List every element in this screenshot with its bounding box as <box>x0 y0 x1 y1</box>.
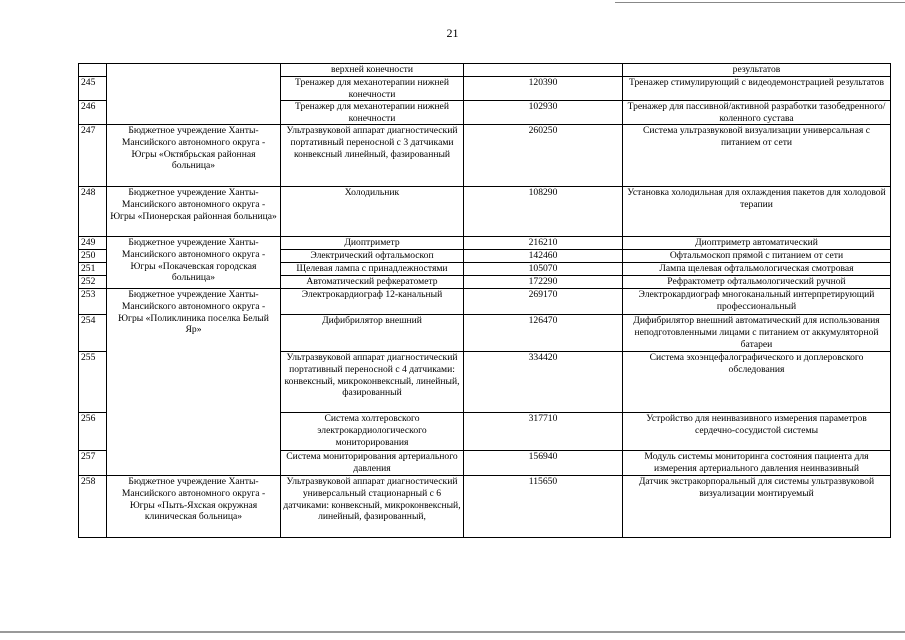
equipment-description: результатов <box>623 64 891 77</box>
equipment-description: Устройство для неинвазивного измерения параметров сердечно-сосудистой системы <box>623 413 891 451</box>
equipment-code: 156940 <box>464 451 623 476</box>
equipment-code <box>464 64 623 77</box>
row-number: 246 <box>79 101 107 125</box>
top-scan-rule <box>615 2 905 3</box>
row-number: 258 <box>79 476 107 538</box>
row-number: 250 <box>79 250 107 263</box>
equipment-code: 334420 <box>464 352 623 413</box>
page-number: 21 <box>446 26 459 40</box>
equipment-description: Дифибрилятор внешний автоматический для использования неподготовленными лицами с питанием от аккумуляторной батареи <box>623 315 891 352</box>
equipment-name: Диоптриметр <box>281 237 464 250</box>
equipment-code: 120390 <box>464 77 623 101</box>
bottom-scan-rule <box>0 631 905 633</box>
equipment-description: Лампа щелевая офтальмологическая смотровая <box>623 263 891 276</box>
row-number <box>79 64 107 77</box>
table-row <box>79 187 891 237</box>
equipment-name: Электрический офтальмоскоп <box>281 250 464 263</box>
equipment-description: Тренажер для пассивной/активной разработки тазобедренного/коленного сустава <box>623 101 891 125</box>
equipment-name: верхней конечности <box>281 64 464 77</box>
equipment-code: 260250 <box>464 125 623 187</box>
equipment-description: Система эхоэнцефалографического и доплеровского обследования <box>623 352 891 413</box>
equipment-description: Диоптриметр автоматический <box>623 237 891 250</box>
equipment-code: 102930 <box>464 101 623 125</box>
row-number: 248 <box>79 187 107 237</box>
equipment-name: Щелевая лампа с принадлежностями <box>281 263 464 276</box>
equipment-code: 115650 <box>464 476 623 538</box>
equipment-description: Датчик экстракорпоральный для системы ультразвуковой визуализации монтируемый <box>623 476 891 538</box>
equipment-name: Система мониторирования артериального давления <box>281 451 464 476</box>
equipment-code: 142460 <box>464 250 623 263</box>
equipment-name: Дифибрилятор внешний <box>281 315 464 352</box>
organization-name: Бюджетное учреждение Ханты-Мансийского автономного округа - Югры «Пионерская районная больница» <box>107 187 281 237</box>
equipment-description: Тренажер стимулирующий с видеодемонстрацией результатов <box>623 77 891 101</box>
equipment-name: Система холтеровского электрокардиологического мониторирования <box>281 413 464 451</box>
equipment-description: Система ультразвуковой визуализации универсальная с питанием от сети <box>623 125 891 187</box>
equipment-description: Установка холодильная для охлаждения пакетов для холодовой терапии <box>623 187 891 237</box>
equipment-table <box>78 63 891 538</box>
row-number: 255 <box>79 352 107 413</box>
organization-name: Бюджетное учреждение Ханты-Мансийского автономного округа - Югры «Пыть-Яхская окружная клиническая больница» <box>107 476 281 538</box>
table-row <box>79 125 891 187</box>
equipment-description: Модуль системы мониторинга состояния пациента для измерения артериального давления неинвазивный <box>623 451 891 476</box>
equipment-description: Рефрактометр офтальмологический ручной <box>623 276 891 289</box>
row-number: 256 <box>79 413 107 451</box>
equipment-name: Автоматический рефкератометр <box>281 276 464 289</box>
equipment-description: Электрокардиограф многоканальный интерпретирующий профессиональный <box>623 289 891 315</box>
equipment-code: 317710 <box>464 413 623 451</box>
equipment-code: 172290 <box>464 276 623 289</box>
organization-name: Бюджетное учреждение Ханты-Мансийского автономного округа - Югры «Октябрьская районная больница» <box>107 125 281 187</box>
row-number: 245 <box>79 77 107 101</box>
equipment-code: 216210 <box>464 237 623 250</box>
row-number: 249 <box>79 237 107 250</box>
equipment-name: Электрокардиограф 12-канальный <box>281 289 464 315</box>
organization-name: Бюджетное учреждение Ханты-Мансийского автономного округа - Югры «Покачевская городская больница» <box>107 237 281 289</box>
equipment-name: Ультразвуковой аппарат диагностический портативный переносной с 3 датчиками конвексный линейный, фазированный <box>281 125 464 187</box>
row-number: 257 <box>79 451 107 476</box>
equipment-code: 126470 <box>464 315 623 352</box>
row-number: 253 <box>79 289 107 315</box>
equipment-description: Офтальмоскоп прямой с питанием от сети <box>623 250 891 263</box>
row-number: 254 <box>79 315 107 352</box>
equipment-code: 108290 <box>464 187 623 237</box>
equipment-name: Холодильник <box>281 187 464 237</box>
equipment-code: 105070 <box>464 263 623 276</box>
table-row <box>79 237 891 250</box>
organization-cell <box>107 64 281 125</box>
equipment-name: Ультразвуковой аппарат диагностический универсальный стационарный с 6 датчиками: конвексный, микроконвексный, линейный, фазированный, <box>281 476 464 538</box>
table-row <box>79 476 891 538</box>
row-number: 251 <box>79 263 107 276</box>
organization-name: Бюджетное учреждение Ханты-Мансийского автономного округа - Югры «Поликлиника поселка Белый Яр» <box>107 289 281 476</box>
equipment-name: Ультразвуковой аппарат диагностический портативный переносной с 4 датчиками: конвексный, микроконвексный, линейный, фазированный <box>281 352 464 413</box>
table-row <box>79 289 891 315</box>
equipment-code: 269170 <box>464 289 623 315</box>
equipment-name: Тренажер для механотерапии нижней конечности <box>281 77 464 101</box>
table-row <box>79 64 891 77</box>
equipment-name: Тренажер для механотерапии нижней конечности <box>281 101 464 125</box>
row-number: 247 <box>79 125 107 187</box>
row-number: 252 <box>79 276 107 289</box>
